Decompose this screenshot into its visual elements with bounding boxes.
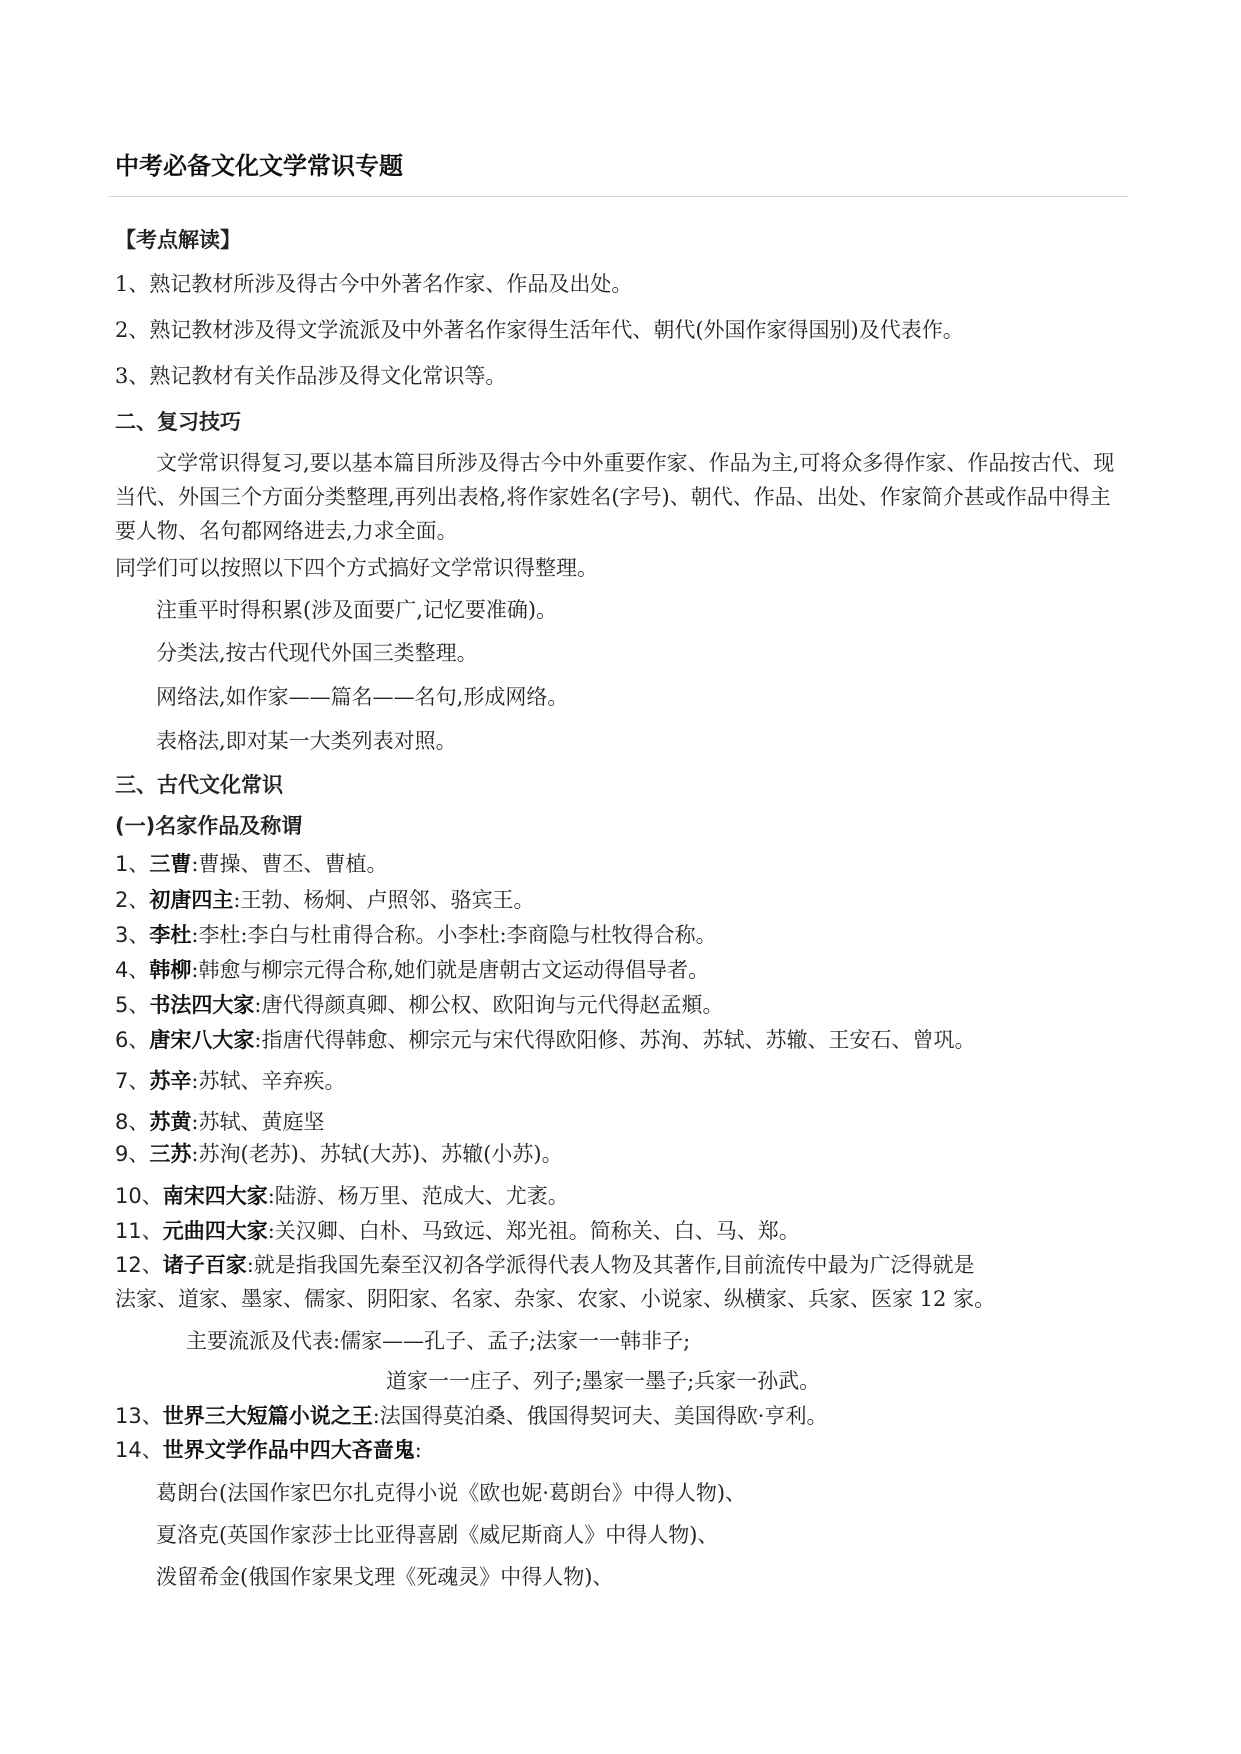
item-number: 4、	[115, 958, 150, 982]
item-number: 12、	[115, 1253, 163, 1277]
schools-line: 道家一一庄子、列子;墨家一墨子;兵家一孙武。	[386, 1369, 821, 1393]
item-text: :指唐代得韩愈、柳宗元与宋代得欧阳修、苏洵、苏轼、苏辙、王安石、曾巩。	[254, 1028, 976, 1052]
item-number: 10、	[115, 1184, 163, 1208]
page-title: 中考必备文化文学常识专题	[115, 152, 403, 180]
item-term: 苏黄	[149, 1110, 192, 1134]
item-text: :王勃、杨炯、卢照邻、骆宾王。	[233, 888, 535, 912]
item-number: 7、	[115, 1069, 150, 1093]
section-heading-review: 二、复习技巧	[115, 410, 241, 434]
list-item-continuation: 法家、道家、墨家、儒家、阴阳家、名家、杂家、农家、小说家、纵横家、兵家、医家 12 家。	[115, 1287, 996, 1311]
item-number: 5、	[115, 993, 150, 1017]
item-number: 14、	[115, 1438, 163, 1462]
list-item	[115, 922, 717, 948]
item-term: 唐宋八大家	[149, 1028, 255, 1052]
item-term: 世界三大短篇小说之王	[162, 1404, 373, 1428]
item-text: :法国得莫泊桑、俄国得契诃夫、美国得欧·亨利。	[372, 1404, 828, 1428]
point-item: 2、熟记教材涉及得文学流派及中外著名作家得生活年代、朝代(外国作家得国别)及代表作。	[115, 318, 964, 342]
item-term: 三曹	[149, 852, 192, 876]
item-text: :陆游、杨万里、范成大、尤袤。	[267, 1184, 569, 1208]
list-item	[115, 1252, 974, 1278]
item-number: 2、	[115, 888, 150, 912]
item-term: 初唐四主	[149, 888, 234, 912]
list-item	[115, 1141, 563, 1167]
item-number: 3、	[115, 923, 150, 947]
item-text: :韩愈与柳宗元得合称,她们就是唐朝古文运动得倡导者。	[191, 958, 710, 982]
item-text: :李杜:李白与杜甫得合称。小李杜:李商隐与杜牧得合称。	[191, 923, 717, 947]
list-item	[115, 1109, 324, 1135]
review-intro: 同学们可以按照以下四个方式搞好文学常识得整理。	[115, 556, 598, 580]
item-number: 8、	[115, 1110, 150, 1134]
item-text: :苏轼、黄庭坚	[191, 1110, 325, 1134]
list-item	[115, 1218, 800, 1244]
item-text: :就是指我国先秦至汉初各学派得代表人物及其著作,目前流传中最为广泛得就是	[246, 1253, 975, 1277]
list-item	[115, 887, 534, 913]
item-text: :曹操、曹丕、曹植。	[191, 852, 388, 876]
item-number: 11、	[115, 1219, 163, 1243]
item-term: 南宋四大家	[162, 1184, 268, 1208]
item-text: :苏轼、辛弃疾。	[191, 1069, 346, 1093]
point-item: 3、熟记教材有关作品涉及得文化常识等。	[115, 364, 507, 388]
list-item	[115, 1183, 569, 1209]
method-item: 注重平时得积累(涉及面要广,记忆要准确)。	[156, 598, 558, 622]
item-number: 6、	[115, 1028, 150, 1052]
list-item	[115, 992, 723, 1018]
review-paragraph-text: 文学常识得复习,要以基本篇目所涉及得古今中外重要作家、作品为主,可将众多得作家、作品按古代、现当代、外国三个方面分类整理,再列出表格,将作家姓名(字号)、朝代、作品、出处、作家简介甚或作品中得主要人物、名句都网络进去,力求全面。	[115, 451, 1115, 543]
miser-item: 夏洛克(英国作家莎士比亚得喜剧《威尼斯商人》中得人物)、	[156, 1523, 719, 1547]
item-term: 书法四大家	[149, 993, 255, 1017]
subsection-heading: (一)名家作品及称谓	[115, 814, 303, 838]
miser-item: 泼留希金(俄国作家果戈理《死魂灵》中得人物)、	[156, 1565, 614, 1589]
list-item	[115, 1437, 422, 1463]
item-term: 苏辛	[149, 1069, 192, 1093]
item-term: 世界文学作品中四大吝啬鬼	[162, 1438, 415, 1462]
item-text: :苏洵(老苏)、苏轼(大苏)、苏辙(小苏)。	[191, 1142, 563, 1166]
list-item	[115, 957, 709, 983]
item-term: 诸子百家	[162, 1253, 247, 1277]
item-term: 元曲四大家	[162, 1219, 268, 1243]
review-paragraph	[115, 446, 1130, 548]
method-item: 网络法,如作家——篇名——名句,形成网络。	[156, 685, 569, 709]
list-item	[115, 1027, 975, 1053]
item-term: 三苏	[149, 1142, 192, 1166]
list-item	[115, 851, 387, 877]
item-number: 9、	[115, 1142, 150, 1166]
section-heading-points: 【考点解读】	[115, 228, 241, 252]
item-term: 李杜	[149, 923, 192, 947]
miser-item: 葛朗台(法国作家巴尔扎克得小说《欧也妮·葛朗台》中得人物)、	[156, 1481, 747, 1505]
title-divider	[108, 196, 1128, 197]
point-item: 1、熟记教材所涉及得古今中外著名作家、作品及出处。	[115, 272, 633, 296]
item-text: :关汉卿、白朴、马致远、郑光祖。简称关、白、马、郑。	[267, 1219, 800, 1243]
list-item	[115, 1068, 345, 1094]
section-heading-ancient: 三、古代文化常识	[115, 773, 283, 797]
item-term: 韩柳	[149, 958, 192, 982]
item-text: :	[414, 1438, 422, 1462]
item-number: 1、	[115, 852, 150, 876]
item-number: 13、	[115, 1404, 163, 1428]
list-item	[115, 1403, 827, 1429]
schools-line: 主要流派及代表:儒家——孔子、孟子;法家一一韩非子;	[186, 1329, 691, 1353]
method-item: 分类法,按古代现代外国三类整理。	[156, 641, 478, 665]
method-item: 表格法,即对某一大类列表对照。	[156, 729, 457, 753]
item-text: :唐代得颜真卿、柳公权、欧阳询与元代得赵孟頫。	[254, 993, 724, 1017]
